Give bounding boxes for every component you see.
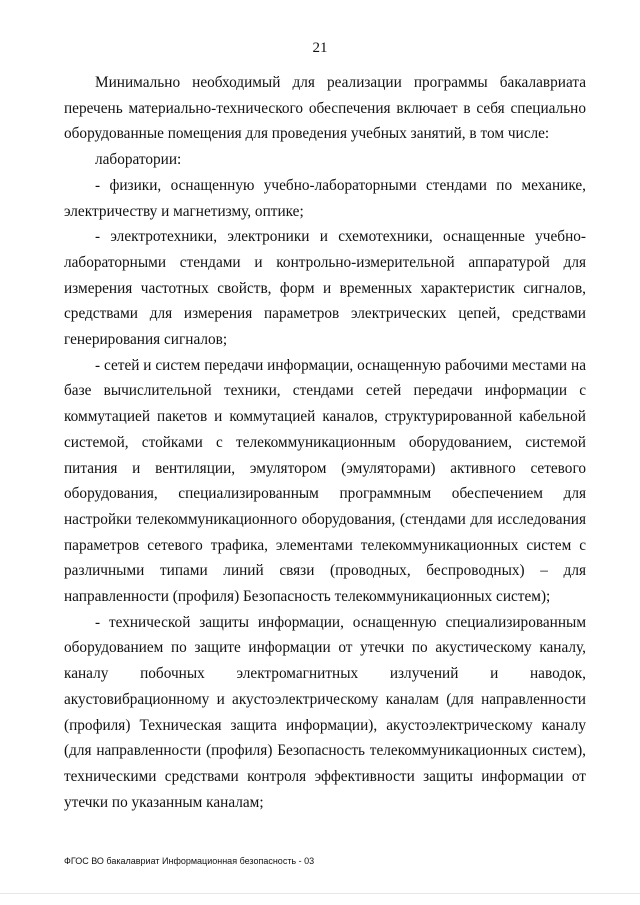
- paragraph-intro: Минимально необходимый для реализации программы бакалавриата перечень материально-технического обеспечения включает в себя специально оборудованные помещения для проведения учебных занятий, в том числе:: [64, 74, 586, 143]
- document-body: [64, 70, 586, 815]
- page-edge-line: [0, 893, 640, 894]
- paragraph-technical-protection: - технической защиты информации, оснащенную специализированным оборудованием по защите информации от утечки по акустическому каналу, каналу побочных электромагнитных излучений и наводок, акустовибрационному и акустоэлектрическому каналам (для направленности (профиля) Техническая защита информации), акустоэлектрическому каналу (для направленности (профиля) Безопасность телекоммуникационных систем), техническими средствами контроля эффективности защиты информации от утечки по указанным каналам;: [64, 613, 586, 811]
- paragraph-physics: - физики, оснащенную учебно-лабораторными стендами по механике, электричеству и магнетизму, оптике;: [64, 176, 586, 220]
- page-footer: ФГОС ВО бакалавриат Информационная безопасность - 03: [64, 856, 315, 866]
- paragraph-laboratories: лаборатории:: [95, 151, 182, 169]
- paragraph-networks: - сетей и систем передачи информации, оснащенную рабочими местами на базе вычислительной техники, стендами сетей передачи информации с коммутацией пакетов и коммутацией каналов, структурированной кабельной системой, стойками с телекоммуникационным оборудованием, системой питания и вентиляции, эмулятором (эмуляторами) активного сетевого оборудования, специализированным программным обеспечением для настройки телекоммуникационного оборудования, (стендами для исследования параметров сетевого трафика, элементами телекоммуникационных систем с различными типами линий связи (проводных, беспроводных) – для направленности (профиля) Безопасность телекоммуникационных систем);: [64, 356, 586, 606]
- page-number: 21: [312, 40, 328, 56]
- paragraph-electrotechnics: - электротехники, электроники и схемотехники, оснащенные учебно-лабораторными стендами и контрольно-измерительной аппаратурой для измерения частотных свойств, форм и временных характеристик сигналов, средствами для измерения параметров электрических цепей, средствами генерирования сигналов;: [64, 228, 586, 349]
